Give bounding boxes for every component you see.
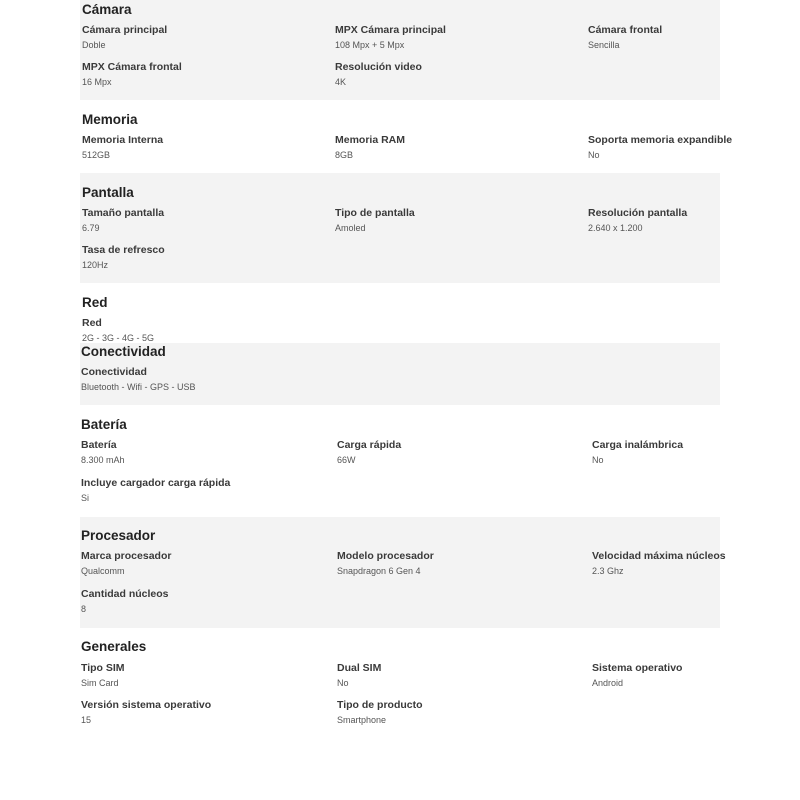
- spec-label: Cantidad núcleos: [81, 588, 169, 600]
- spec-cantidad-nucleos: [81, 588, 169, 615]
- spec-label: Conectividad: [81, 366, 147, 378]
- spec-velocidad-nucleos: [592, 550, 726, 577]
- spec-value: 120Hz: [82, 260, 109, 270]
- spec-label: Tipo de pantalla: [335, 207, 415, 219]
- section-title: Batería: [81, 417, 127, 432]
- spec-memoria-expandible: [588, 134, 732, 161]
- spec-tasa-refresco: [82, 244, 165, 271]
- spec-label: MPX Cámara principal: [335, 24, 446, 36]
- section-title: Procesador: [81, 528, 156, 543]
- spec-label: MPX Cámara frontal: [82, 61, 182, 73]
- spec-label: Modelo procesador: [337, 550, 434, 562]
- spec-value: Sim Card: [81, 678, 119, 688]
- spec-value: Android: [592, 678, 624, 688]
- spec-label: Memoria RAM: [335, 134, 406, 146]
- spec-label: Cámara principal: [82, 24, 168, 36]
- section-memoria: [80, 100, 733, 173]
- section-conectividad: [80, 343, 720, 405]
- spec-value: 8: [81, 604, 87, 614]
- spec-marca-procesador: [81, 550, 171, 577]
- spec-value: 2G - 3G - 4G - 5G: [82, 333, 155, 343]
- spec-label: Dual SIM: [337, 662, 382, 674]
- spec-version-sistema-operativo: [81, 699, 211, 726]
- spec-value: Amoled: [335, 223, 366, 233]
- spec-value: 4K: [335, 77, 347, 87]
- spec-label: Soporta memoria expandible: [588, 134, 733, 146]
- spec-label: Tipo SIM: [81, 662, 125, 674]
- spec-camara-frontal: [588, 24, 662, 51]
- section-title: Pantalla: [82, 185, 134, 200]
- section-bateria: [80, 405, 720, 517]
- spec-tipo-sim: [81, 662, 125, 689]
- spec-carga-inalambrica: [592, 439, 683, 466]
- spec-carga-rapida: [337, 439, 401, 466]
- spec-memoria-interna: [82, 134, 163, 161]
- spec-value: 6.79: [82, 223, 100, 233]
- spec-tamano-pantalla: [82, 207, 164, 234]
- spec-sistema-operativo: [592, 662, 682, 689]
- spec-label: Carga rápida: [337, 439, 402, 451]
- spec-mpx-camara-principal: [335, 24, 446, 51]
- spec-value: 8GB: [335, 150, 354, 160]
- spec-resolucion-pantalla: [588, 207, 687, 234]
- spec-memoria-ram: [335, 134, 405, 161]
- spec-value: 2.640 x 1.200: [588, 223, 643, 233]
- spec-value: Doble: [82, 40, 106, 50]
- spec-label: Velocidad máxima núcleos: [592, 550, 726, 562]
- spec-label: Resolución pantalla: [588, 207, 688, 219]
- spec-label: Incluye cargador carga rápida: [81, 477, 231, 489]
- spec-value: No: [592, 455, 604, 465]
- spec-value: 16 Mpx: [82, 77, 112, 87]
- spec-value: Sencilla: [588, 40, 620, 50]
- spec-label: Tipo de producto: [337, 699, 423, 711]
- section-title: Cámara: [82, 2, 132, 17]
- spec-conectividad: [81, 366, 196, 393]
- spec-value: 15: [81, 715, 92, 725]
- spec-label: Marca procesador: [81, 550, 172, 562]
- spec-modelo-procesador: [337, 550, 434, 577]
- section-pantalla: [80, 173, 720, 283]
- spec-tipo-producto: [337, 699, 423, 726]
- spec-camara-principal: [82, 24, 167, 51]
- spec-value: 512GB: [82, 150, 111, 160]
- section-camara: [80, 0, 720, 100]
- spec-value: 66W: [337, 455, 356, 465]
- spec-label: Versión sistema operativo: [81, 699, 212, 711]
- spec-value: No: [337, 678, 349, 688]
- spec-label: Resolución video: [335, 61, 422, 73]
- spec-value: Si: [81, 493, 90, 503]
- spec-red: [82, 317, 154, 344]
- spec-label: Sistema operativo: [592, 662, 683, 674]
- spec-value: Bluetooth - Wifi - GPS - USB: [81, 382, 196, 392]
- spec-value: 8.300 mAh: [81, 455, 125, 465]
- spec-value: Qualcomm: [81, 566, 125, 576]
- spec-label: Carga inalámbrica: [592, 439, 684, 451]
- spec-tipo-pantalla: [335, 207, 415, 234]
- spec-mpx-camara-frontal: [82, 61, 182, 88]
- spec-value: No: [588, 150, 600, 160]
- spec-bateria: [81, 439, 125, 466]
- spec-resolucion-video: [335, 61, 422, 88]
- section-title: Memoria: [82, 112, 138, 127]
- spec-value: Snapdragon 6 Gen 4: [337, 566, 421, 576]
- spec-label: Memoria Interna: [82, 134, 164, 146]
- section-title: Red: [82, 295, 108, 310]
- section-title: Generales: [81, 639, 147, 654]
- spec-label: Batería: [81, 439, 117, 451]
- section-procesador: [80, 517, 726, 628]
- section-title: Conectividad: [81, 344, 166, 359]
- section-generales: [80, 628, 720, 728]
- spec-value: 2.3 Ghz: [592, 566, 624, 576]
- spec-label: Red: [82, 317, 102, 329]
- spec-label: Tamaño pantalla: [82, 207, 165, 219]
- spec-dual-sim: [337, 662, 381, 689]
- spec-label: Cámara frontal: [588, 24, 663, 36]
- spec-value: 108 Mpx + 5 Mpx: [335, 40, 405, 50]
- spec-incluye-cargador: [81, 477, 230, 504]
- section-red: [80, 283, 720, 343]
- spec-value: Smartphone: [337, 715, 387, 725]
- spec-label: Tasa de refresco: [82, 244, 165, 256]
